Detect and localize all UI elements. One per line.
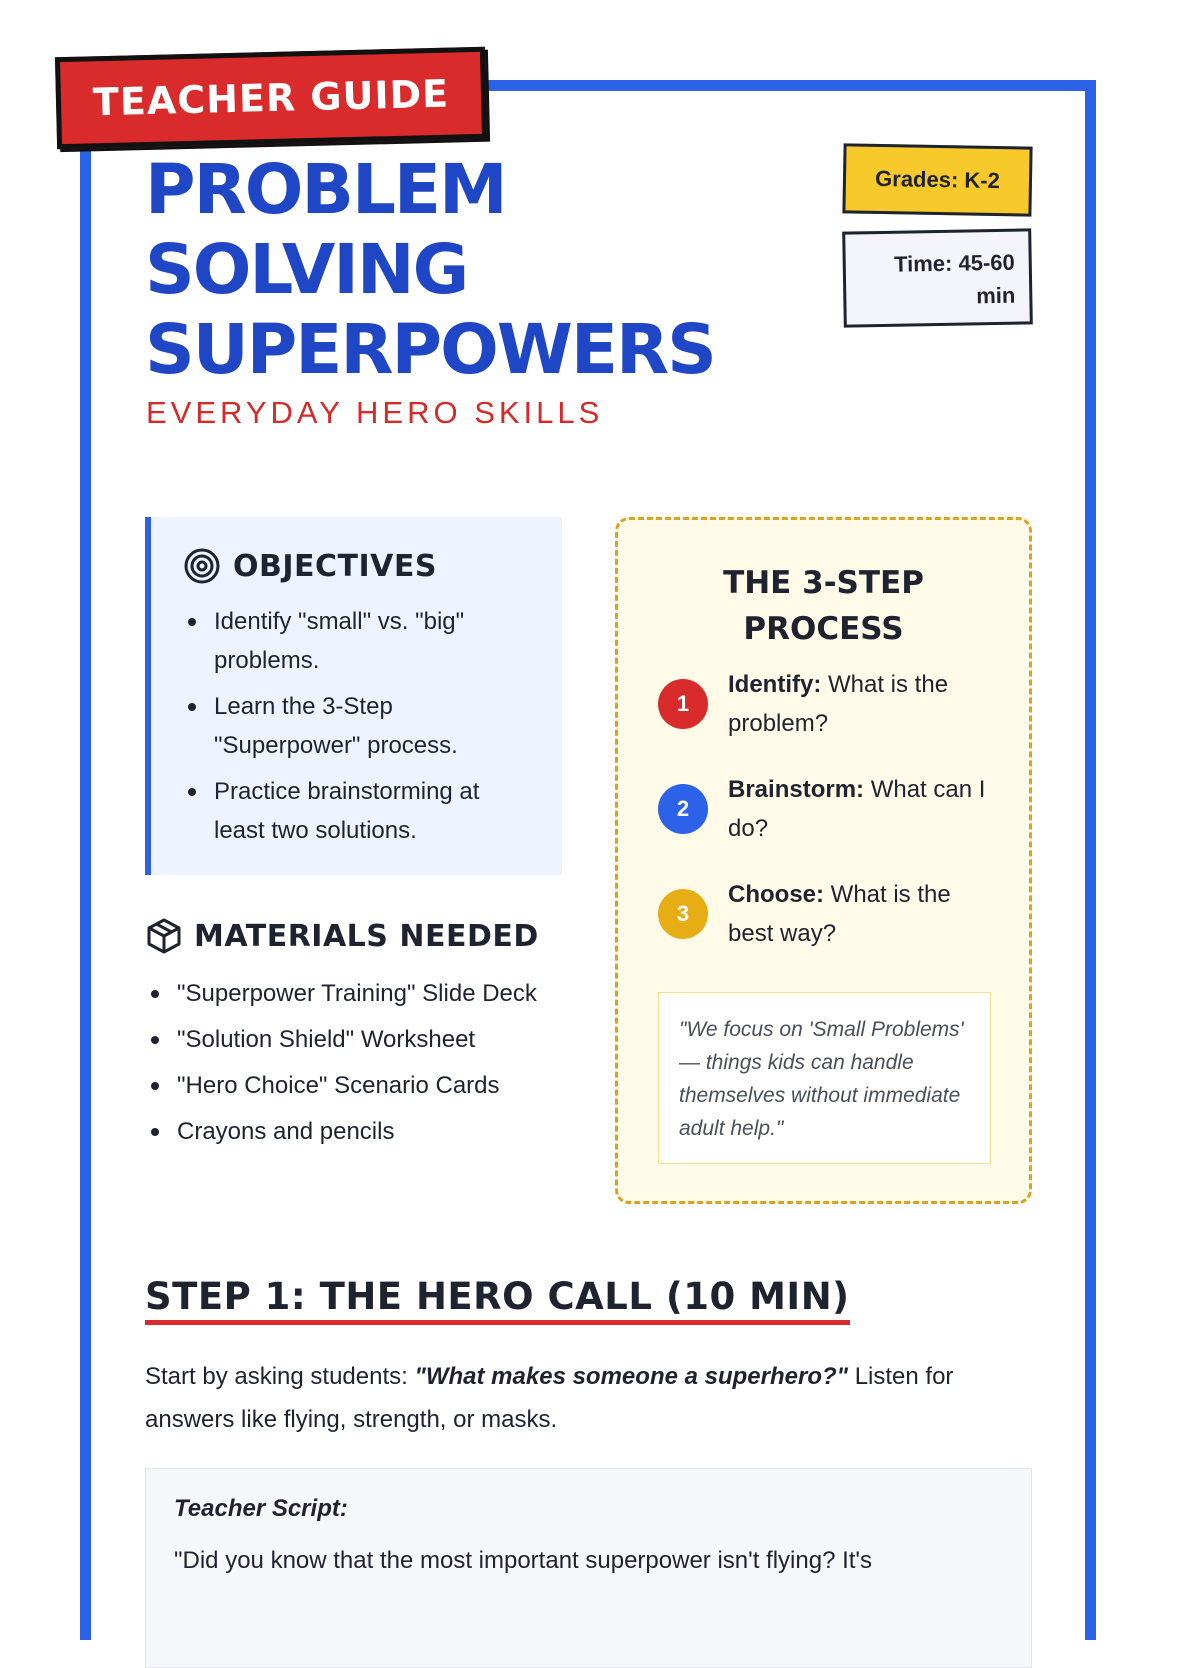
box-icon <box>146 917 182 955</box>
process-heading <box>618 560 1029 652</box>
time-label-line-2: min <box>975 282 1016 309</box>
materials-heading <box>146 917 539 955</box>
step-label: Identify: <box>728 671 822 698</box>
step-text <box>728 875 998 953</box>
list-item: "Hero Choice" Scenario Cards <box>146 1066 576 1105</box>
step-description: What is the best way? <box>728 881 951 947</box>
page-subtitle: EVERYDAY HERO SKILLS <box>146 395 604 430</box>
process-step-2 <box>658 770 998 848</box>
step-label: Brainstorm: <box>728 776 865 803</box>
step-text <box>728 770 998 848</box>
grades-label: Grades: K-2 <box>874 165 1001 194</box>
grades-badge <box>842 143 1032 216</box>
teacher-guide-label: TEACHER GUIDE <box>92 71 450 125</box>
teacher-guide-tag <box>55 47 487 149</box>
process-quote: "We focus on 'Small Problems' — things kids can handle themselves without immediate adult help." <box>658 992 991 1164</box>
step-number-badge: 2 <box>658 784 708 834</box>
step-description: What is the problem? <box>728 671 949 737</box>
time-label-line-1: Time: 45-60 <box>893 249 1015 277</box>
objectives-panel <box>145 517 562 875</box>
objectives-heading <box>183 547 437 585</box>
teacher-script-text: "Did you know that the most important superpower isn't flying? It's <box>174 1547 873 1574</box>
step-description: What can I do? <box>728 776 986 842</box>
materials-list <box>146 974 576 1158</box>
process-heading-line-2: PROCESS <box>743 611 904 647</box>
step1-question: "What makes someone a superhero?" <box>414 1363 849 1390</box>
objectives-list <box>183 602 523 857</box>
title-line-3: SUPERPOWERS <box>145 310 715 390</box>
process-step-3 <box>658 875 998 953</box>
target-icon <box>183 547 221 585</box>
step1-heading: STEP 1: THE HERO CALL (10 MIN) <box>145 1275 850 1325</box>
step1-intro-text: Start by asking students: <box>145 1363 415 1390</box>
step-text <box>728 665 998 743</box>
list-item: Practice brainstorming at least two solutions. <box>183 772 523 850</box>
step1-outro-text: Listen for answers like flying, strength, or masks. <box>145 1363 954 1433</box>
title-line-2: SOLVING <box>145 230 468 310</box>
process-step-1 <box>658 665 998 743</box>
step1-intro <box>145 1355 1035 1441</box>
step-label: Choose: <box>728 881 824 908</box>
process-panel <box>615 517 1032 1204</box>
list-item: "Solution Shield" Worksheet <box>146 1020 576 1059</box>
process-heading-line-1: THE 3-STEP <box>723 565 924 601</box>
list-item: Identify "small" vs. "big" problems. <box>183 602 523 680</box>
title-line-1: PROBLEM <box>145 150 506 230</box>
objectives-title: OBJECTIVES <box>233 548 437 584</box>
teacher-script-label: Teacher Script: <box>174 1495 348 1522</box>
step-number-badge: 1 <box>658 679 708 729</box>
step-number-badge: 3 <box>658 889 708 939</box>
materials-title: MATERIALS NEEDED <box>194 918 539 954</box>
list-item: Crayons and pencils <box>146 1112 576 1151</box>
page-title <box>145 150 715 390</box>
list-item: "Superpower Training" Slide Deck <box>146 974 576 1013</box>
teacher-script-box <box>145 1468 1032 1668</box>
list-item: Learn the 3-Step "Superpower" process. <box>183 687 523 765</box>
time-badge <box>842 228 1033 327</box>
